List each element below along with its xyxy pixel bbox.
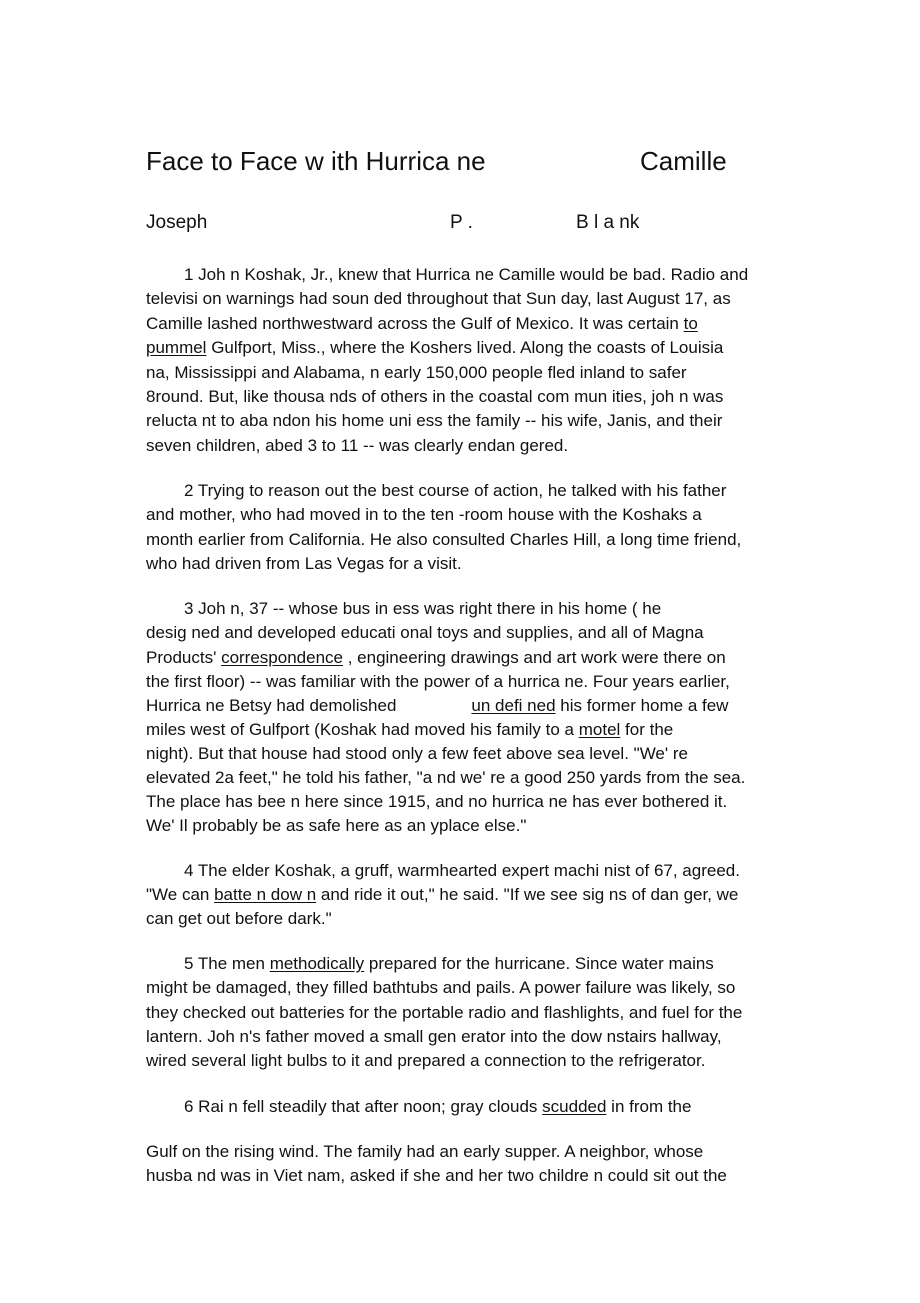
text-run: elevated 2a feet," he told his father, "a nd we' re a good 250 yards from the sea. bbox=[146, 768, 746, 787]
text-line bbox=[146, 436, 568, 456]
text-run: 2 Trying to reason out the best course of action, he talked with his father bbox=[184, 481, 727, 500]
text-run: Hurrica ne Betsy had demolished bbox=[146, 696, 397, 715]
author-first-name: Joseph bbox=[146, 212, 208, 233]
text-line bbox=[184, 265, 748, 285]
text-line bbox=[146, 1003, 742, 1023]
text-run: We' Il probably be as safe here as an yplace else." bbox=[146, 816, 527, 835]
text-line bbox=[146, 289, 731, 309]
text-line bbox=[146, 885, 738, 905]
text-line bbox=[146, 314, 698, 334]
text-run: for the bbox=[620, 720, 674, 739]
text-run: who had driven from Las Vegas for a visit. bbox=[146, 554, 462, 573]
text-run: Gulfport, Miss., where the Koshers lived. Along the coasts of Louisia bbox=[206, 338, 724, 357]
text-run: wired several light bulbs to it and prepared a connection to the refrigerator. bbox=[146, 1051, 706, 1070]
text-line bbox=[146, 338, 723, 358]
text-run: prepared for the hurricane. Since water mains bbox=[364, 954, 714, 973]
text-line bbox=[146, 720, 673, 740]
text-line bbox=[146, 363, 687, 383]
text-line bbox=[146, 554, 462, 574]
text-line bbox=[146, 672, 730, 692]
text-run: they checked out batteries for the portable radio and flashlights, and fuel for the bbox=[146, 1003, 743, 1022]
text-line bbox=[146, 1027, 722, 1047]
text-line bbox=[146, 1051, 705, 1071]
text-line bbox=[146, 768, 745, 788]
text-line bbox=[146, 744, 688, 764]
text-run: can get out before dark." bbox=[146, 909, 332, 928]
text-line bbox=[184, 599, 661, 619]
text-line bbox=[146, 909, 332, 929]
text-run: 3 Joh n, 37 -- whose bus in ess was right there in his home ( he bbox=[184, 599, 662, 618]
text-run: month earlier from California. He also consulted Charles Hill, a long time friend, bbox=[146, 530, 742, 549]
author-last-name: B l a nk bbox=[576, 212, 640, 233]
text-run: 4 The elder Koshak, a gruff, warmhearted expert machi nist of 67, agreed. bbox=[184, 861, 740, 880]
vocabulary-word: scudded bbox=[542, 1097, 607, 1116]
text-run: in from the bbox=[606, 1097, 692, 1116]
text-line bbox=[146, 696, 728, 716]
text-run: seven children, abed 3 to 11 -- was clearly endan gered. bbox=[146, 436, 569, 455]
text-line bbox=[146, 411, 722, 431]
vocabulary-word: correspondence bbox=[221, 648, 343, 667]
text-line bbox=[184, 481, 726, 501]
text-line bbox=[146, 792, 727, 812]
text-run: na, Mississippi and Alabama, n early 150,000 people fled inland to safer bbox=[146, 363, 687, 382]
text-run: desig ned and developed educati onal toys and supplies, and all of Magna bbox=[146, 623, 704, 642]
vocabulary-word: methodically bbox=[269, 954, 365, 973]
text-line bbox=[146, 1166, 727, 1186]
text-line bbox=[146, 648, 726, 668]
text-run: 8round. But, like thousa nds of others in the coastal com mun ities, joh n was bbox=[146, 387, 724, 406]
vocabulary-word: pummel bbox=[146, 338, 207, 357]
text-line bbox=[146, 387, 723, 407]
vocabulary-word: to bbox=[683, 314, 698, 333]
text-run: 6 Rai n fell steadily that after noon; gray clouds bbox=[184, 1097, 543, 1116]
text-run: and mother, who had moved in to the ten -room house with the Koshaks a bbox=[146, 505, 702, 524]
text-run: husba nd was in Viet nam, asked if she and her two childre n could sit out the bbox=[146, 1166, 727, 1185]
text-run: night). But that house had stood only a few feet above sea level. "We' re bbox=[146, 744, 688, 763]
vocabulary-word: motel bbox=[578, 720, 621, 739]
text-run: relucta nt to aba ndon his home uni ess the family -- his wife, Janis, and their bbox=[146, 411, 723, 430]
vocabulary-word: batte n dow n bbox=[214, 885, 317, 904]
text-line bbox=[146, 1142, 703, 1162]
text-run: 1 Joh n Koshak, Jr., knew that Hurrica ne Camille would be bad. Radio and bbox=[184, 265, 749, 284]
title-main: Face to Face w ith Hurrica ne bbox=[146, 146, 486, 176]
text-run: , engineering drawings and art work were there on bbox=[342, 648, 726, 667]
text-run: the first floor) -- was familiar with the power of a hurrica ne. Four years earlier, bbox=[146, 672, 730, 691]
text-line bbox=[146, 505, 702, 525]
text-line bbox=[146, 978, 735, 998]
text-run: 5 The men bbox=[184, 954, 270, 973]
text-run: miles west of Gulfport (Koshak had moved his family to a bbox=[146, 720, 579, 739]
text-run: Camille lashed northwestward across the Gulf of Mexico. It was certain bbox=[146, 314, 684, 333]
text-run: The place has bee n here since 1915, and no hurrica ne has ever bothered it. bbox=[146, 792, 728, 811]
text-line bbox=[184, 861, 740, 881]
text-run: Gulf on the rising wind. The family had an early supper. A neighbor, whose bbox=[146, 1142, 704, 1161]
text-line bbox=[146, 816, 526, 836]
text-run: and ride it out," he said. "If we see sig ns of dan ger, we bbox=[316, 885, 739, 904]
text-run: televisi on warnings had soun ded throughout that Sun day, last August 17, as bbox=[146, 289, 731, 308]
author-middle-initial: P . bbox=[450, 212, 473, 233]
text-run: "We can bbox=[146, 885, 215, 904]
text-run: lantern. Joh n's father moved a small gen erator into the dow nstairs hallway, bbox=[146, 1027, 722, 1046]
text-run: his former home a few bbox=[555, 696, 729, 715]
text-line bbox=[184, 1097, 691, 1117]
text-line bbox=[184, 954, 714, 974]
text-line bbox=[146, 623, 704, 643]
vocabulary-word: un defi ned bbox=[471, 696, 556, 715]
text-line bbox=[146, 530, 741, 550]
text-run: Products' bbox=[146, 648, 222, 667]
title-camille: Camille bbox=[640, 146, 727, 176]
text-run: might be damaged, they filled bathtubs and pails. A power failure was likely, so bbox=[146, 978, 736, 997]
